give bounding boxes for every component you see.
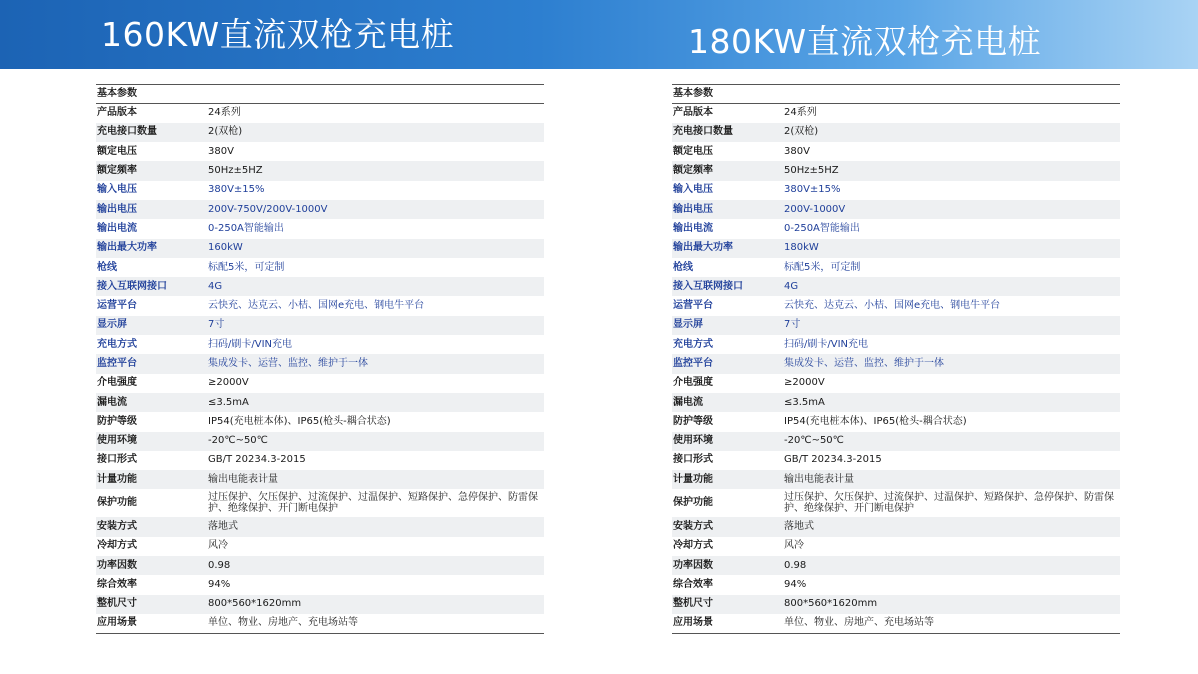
spec-row [96,316,544,335]
spec-label: 安装方式 [672,517,783,536]
spec-row [96,432,544,451]
spec-value: 过压保护、欠压保护、过流保护、过温保护、短路保护、急停保护、防雷保护、绝缘保护、开门断电保护 [208,492,538,515]
spec-label: 使用环境 [672,432,783,451]
spec-label: 功率因数 [672,556,783,575]
spec-value: 4G [207,277,544,296]
spec-label: 输出最大功率 [672,239,783,258]
spec-value: 0.98 [783,556,1120,575]
spec-label: 输入电压 [673,184,713,196]
spec-header-row [672,85,1120,104]
spec-row [672,354,1120,373]
spec-label: 接口形式 [673,454,713,466]
spec-label: 接入互联网接口 [96,277,207,296]
spec-label: 整机尺寸 [672,595,783,614]
spec-row [672,575,1120,594]
spec-row [96,575,544,594]
spec-label: 漏电流 [96,393,207,412]
spec-label: 输出电压 [96,200,207,219]
spec-value: 94% [208,578,231,590]
spec-label: 接入互联网接口 [672,277,783,296]
spec-label: 充电方式 [97,338,137,350]
spec-row [96,393,544,412]
spec-row [96,296,544,315]
spec-label: 额定电压 [673,145,713,157]
spec-label: 监控平台 [672,354,783,373]
spec-header-blank [783,85,1120,104]
spec-label: 冷却方式 [673,540,713,552]
spec-row [672,614,1120,633]
spec-value: GB/T 20234.3-2015 [208,454,306,466]
spec-value: 输出电能表计量 [207,470,544,489]
spec-value: 4G [783,277,1120,296]
spec-row [96,219,544,238]
spec-value: 380V [784,145,810,157]
spec-label: 使用环境 [96,432,207,451]
spec-label: 显示屏 [96,316,207,335]
spec-label: 产品版本 [97,107,137,119]
spec-row [96,374,544,393]
left-product-title: 160KW直流双枪充电桩 [101,15,455,54]
spec-row [96,104,544,123]
spec-row [672,489,1120,517]
spec-row [672,219,1120,238]
spec-header-label: 基本参数 [97,88,137,99]
left-spec-table [96,84,544,634]
spec-row [672,277,1120,296]
spec-value: GB/T 20234.3-2015 [784,454,882,466]
spec-label: 充电接口数量 [672,123,783,142]
spec-value: IP54(充电桩本体)、IP65(枪头-耦合状态) [208,415,391,427]
spec-value: 云快充、达克云、小桔、国网e充电、钢电牛平台 [208,300,425,312]
spec-label: 综合效率 [673,578,713,590]
spec-row [96,142,544,161]
spec-label: 保护功能 [97,497,137,509]
spec-label: 输入电压 [97,184,137,196]
spec-row [672,470,1120,489]
spec-row [96,614,544,633]
spec-label: 输出电压 [672,200,783,219]
spec-header-blank [207,85,544,104]
spec-row [672,123,1120,142]
spec-row [96,258,544,277]
spec-label: 防护等级 [97,415,137,427]
spec-label: 应用场景 [97,617,137,629]
spec-row [672,258,1120,277]
spec-value: 180kW [783,239,1120,258]
spec-value: 单位、物业、房地产、充电场站等 [784,617,934,629]
spec-label: 计量功能 [96,470,207,489]
spec-row [672,296,1120,315]
spec-label: 额定电压 [97,145,137,157]
spec-label: 显示屏 [672,316,783,335]
spec-value: 落地式 [207,517,544,536]
spec-label: 整机尺寸 [96,595,207,614]
spec-row [96,277,544,296]
spec-label: 介电强度 [97,377,137,389]
spec-value: 94% [784,578,807,590]
spec-label: 充电接口数量 [96,123,207,142]
spec-value: -20℃~50℃ [783,432,1120,451]
spec-label: 接口形式 [97,454,137,466]
spec-value: 云快充、达克云、小桔、国网e充电、钢电牛平台 [784,300,1001,312]
spec-row [96,200,544,219]
spec-label: 介电强度 [673,377,713,389]
spec-value: ≤3.5mA [207,393,544,412]
spec-value: 380V±15% [208,184,265,196]
spec-row [96,354,544,373]
spec-value: 单位、物业、房地产、充电场站等 [208,617,358,629]
spec-value: ≥2000V [208,377,249,389]
spec-value: 过压保护、欠压保护、过流保护、过温保护、短路保护、急停保护、防雷保护、绝缘保护、开门断电保护 [784,492,1114,515]
spec-label: 额定频率 [96,161,207,180]
spec-value: 标配5米，可定制 [784,261,861,273]
spec-value: 集成发卡、运营、监控、维护于一体 [207,354,544,373]
spec-label: 应用场景 [673,617,713,629]
spec-label: 漏电流 [672,393,783,412]
spec-value: ≥2000V [784,377,825,389]
spec-row [96,412,544,431]
spec-value: 50Hz±5HZ [207,161,544,180]
spec-label: 功率因数 [96,556,207,575]
spec-row [96,123,544,142]
spec-value: 7寸 [783,316,1120,335]
spec-row [96,335,544,354]
spec-header-row [96,85,544,104]
spec-value: 扫码/刷卡/VIN充电 [208,338,293,350]
spec-value: 输出电能表计量 [783,470,1120,489]
spec-row [672,432,1120,451]
spec-label: 枪线 [97,261,117,273]
spec-value: 0.98 [207,556,544,575]
spec-label: 防护等级 [673,415,713,427]
spec-row [96,489,544,517]
spec-label: 输出电流 [97,222,137,234]
spec-label: 综合效率 [97,578,137,590]
spec-row [672,335,1120,354]
spec-row [672,393,1120,412]
spec-value: 0-250A智能输出 [208,222,284,234]
spec-label: 产品版本 [673,107,713,119]
spec-value: 7寸 [207,316,544,335]
spec-label: 输出电流 [673,222,713,234]
spec-label: 保护功能 [673,497,713,509]
spec-value: 800*560*1620mm [783,595,1120,614]
spec-row [96,181,544,200]
spec-value: 200V-1000V [783,200,1120,219]
spec-row [672,200,1120,219]
spec-value: 24系列 [208,107,241,119]
spec-value: 风冷 [208,540,228,552]
spec-row [672,537,1120,556]
spec-row [672,161,1120,180]
spec-label: 冷却方式 [97,540,137,552]
spec-label: 计量功能 [672,470,783,489]
spec-row [672,595,1120,614]
spec-value: 50Hz±5HZ [783,161,1120,180]
spec-value: 2(双枪) [783,123,1120,142]
spec-label: 运营平台 [97,300,137,312]
spec-value: 2(双枪) [207,123,544,142]
spec-row [96,161,544,180]
right-spec-table [672,84,1120,634]
spec-value: ≤3.5mA [783,393,1120,412]
spec-value: 380V [208,145,234,157]
spec-row [672,316,1120,335]
spec-value: IP54(充电桩本体)、IP65(枪头-耦合状态) [784,415,967,427]
spec-row [672,451,1120,470]
spec-label: 安装方式 [96,517,207,536]
spec-label: 监控平台 [96,354,207,373]
spec-label: 输出最大功率 [96,239,207,258]
spec-value: 集成发卡、运营、监控、维护于一体 [783,354,1120,373]
spec-row [96,517,544,536]
spec-row [672,104,1120,123]
spec-value: 200V-750V/200V-1000V [207,200,544,219]
spec-header-label: 基本参数 [673,88,713,99]
spec-label: 运营平台 [673,300,713,312]
spec-value: 标配5米，可定制 [208,261,285,273]
spec-row [96,537,544,556]
spec-value: 落地式 [783,517,1120,536]
spec-value: 380V±15% [784,184,841,196]
spec-row [672,556,1120,575]
right-product-title: 180KW直流双枪充电桩 [688,22,1042,61]
spec-row [672,142,1120,161]
spec-value: -20℃~50℃ [207,432,544,451]
spec-row [96,451,544,470]
spec-row [672,181,1120,200]
spec-row [672,412,1120,431]
spec-value: 160kW [207,239,544,258]
spec-row [96,595,544,614]
spec-row [672,517,1120,536]
spec-value: 风冷 [784,540,804,552]
spec-row [96,470,544,489]
spec-label: 枪线 [673,261,693,273]
spec-label: 充电方式 [673,338,713,350]
spec-row [672,374,1120,393]
spec-value: 800*560*1620mm [207,595,544,614]
spec-label: 额定频率 [672,161,783,180]
spec-value: 24系列 [784,107,817,119]
spec-value: 扫码/刷卡/VIN充电 [784,338,869,350]
spec-value: 0-250A智能输出 [784,222,860,234]
spec-row [96,556,544,575]
spec-row [672,239,1120,258]
spec-row [96,239,544,258]
